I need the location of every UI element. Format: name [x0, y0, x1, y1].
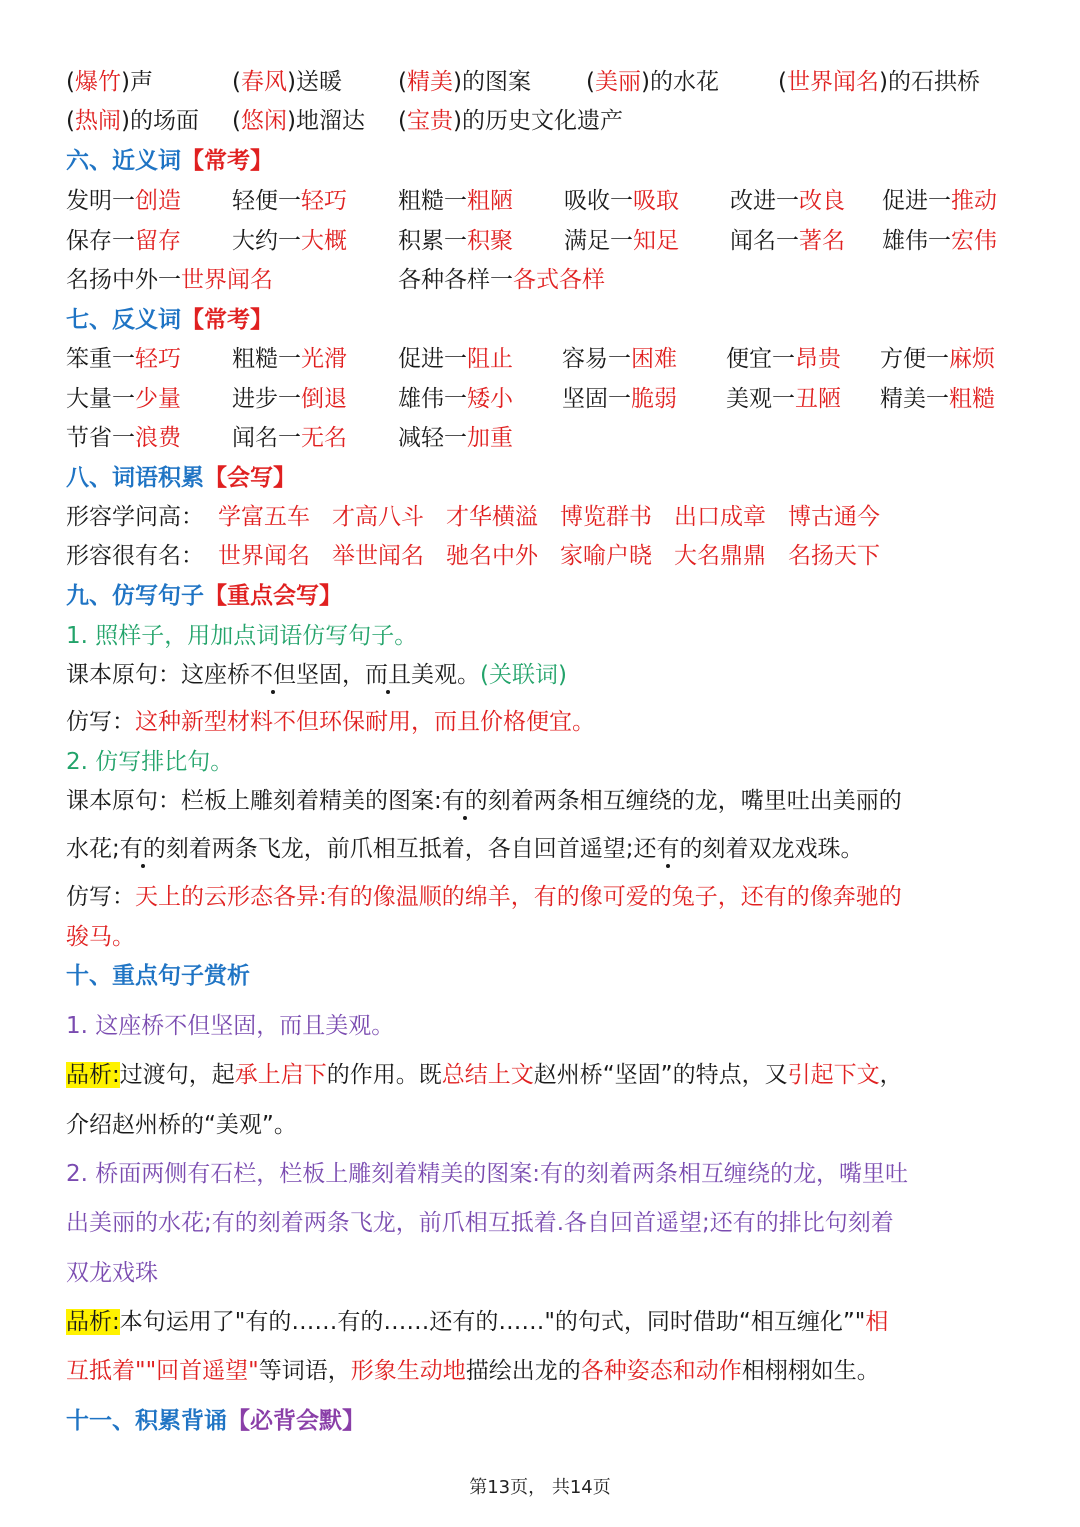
- dotted-word: 不但: [250, 662, 296, 688]
- section-heading-synonyms: 六、近义词【常考】: [66, 148, 273, 174]
- word-pair: 轻便一轻巧: [232, 188, 347, 214]
- word-pair: 容易一困难: [562, 346, 677, 372]
- page-footer: 第13页， 共14页: [469, 1477, 611, 1498]
- word-pair: 吸收一吸取: [564, 188, 679, 214]
- analysis-sentence-2-line-2: 出美丽的水花;有的刻着两条飞龙，前爪相互抵着.各自回首遥望;还有的排比句刻着: [66, 1210, 894, 1236]
- idiom: 名扬天下: [788, 543, 880, 569]
- word-pair: 满足一知足: [564, 228, 679, 254]
- idiom: 才高八斗: [332, 504, 424, 530]
- idiom: 大名鼎鼎: [674, 543, 766, 569]
- idiom: 博览群书: [560, 504, 652, 530]
- word-pair: 大约一大概: [232, 228, 347, 254]
- idiom: 学富五车: [218, 504, 310, 530]
- fill-item: (美丽)的水花: [586, 69, 719, 95]
- dotted-word: 而且: [365, 662, 411, 688]
- imitate-q2: 2. 仿写排比句。: [66, 749, 234, 775]
- idiom: 家喻户晓: [560, 543, 652, 569]
- imitate-q1: 1. 照样子，用加点词语仿写句子。: [66, 623, 418, 649]
- imitate-q2-original-line-1: 课本原句：栏板上雕刻着精美的图案:有的刻着两条相互缠绕的龙，嘴里吐出美丽的: [66, 788, 902, 814]
- section-heading-imitate: 九、仿写句子【重点会写】: [66, 583, 342, 609]
- word-pair: 粗糙一粗陋: [398, 188, 513, 214]
- word-pair: 精美一粗糙: [880, 386, 995, 412]
- section-heading-recite: 十一、积累背诵【必背会默】: [66, 1408, 365, 1434]
- word-pair: 大量一少量: [66, 386, 181, 412]
- idiom: 驰名中外: [446, 543, 538, 569]
- dotted-word: 有的: [441, 788, 488, 814]
- word-pair: 进步一倒退: [232, 386, 347, 412]
- section-heading-analysis: 十、重点句子赏析: [66, 963, 250, 989]
- fill-item: (世界闻名)的石拱桥: [778, 69, 980, 95]
- imitate-q2-answer-line-1: 仿写：天上的云形态各异:有的像温顺的绵羊，有的像可爱的兔子，还有的像奔驰的: [66, 884, 902, 910]
- word-pair: 改进一改良: [730, 188, 845, 214]
- words-famous-row: [66, 541, 880, 571]
- idiom: 举世闻名: [332, 543, 424, 569]
- idiom: 才华横溢: [446, 504, 538, 530]
- words-label: 形容很有名：: [66, 543, 204, 569]
- word-pair: 积累一积聚: [398, 228, 513, 254]
- analysis-sentence-1: 1. 这座桥不但坚固，而且美观。: [66, 1013, 395, 1039]
- imitate-q2-answer-line-2: 骏马。: [66, 924, 135, 950]
- word-pair: 闻名一著名: [730, 228, 845, 254]
- analysis-sentence-2-line-1: 2. 桥面两侧有石栏，栏板上雕刻着精美的图案:有的刻着两条相互缠绕的龙，嘴里吐: [66, 1161, 909, 1187]
- word-pair: 雄伟一矮小: [398, 386, 513, 412]
- fill-item: (宝贵)的历史文化遗产: [398, 108, 623, 134]
- words-learned-row: [66, 502, 880, 532]
- analysis-1-line-2: 介绍赵州桥的“美观”。: [66, 1112, 297, 1138]
- word-pair: 美观一丑陋: [726, 386, 841, 412]
- idiom: 出口成章: [674, 504, 766, 530]
- section-heading-words: 八、词语积累【会写】: [66, 465, 296, 491]
- word-pair: 减轻一加重: [398, 425, 513, 451]
- word-pair: 雄伟一宏伟: [882, 228, 997, 254]
- fill-item: (爆竹)声: [66, 69, 153, 95]
- word-pair: 方便一麻烦: [880, 346, 995, 372]
- fill-item: (悠闲)地溜达: [232, 108, 365, 134]
- word-pair: 闻名一无名: [232, 425, 347, 451]
- word-pair: 便宜一昂贵: [726, 346, 841, 372]
- fill-item: (精美)的图案: [398, 69, 531, 95]
- analysis-2-line-1: 品析:本句运用了"有的……有的……还有的……"的句式，同时借助“相互缠化”"相: [66, 1309, 889, 1335]
- fill-item: (春风)送暖: [232, 69, 342, 95]
- words-label: 形容学问高：: [66, 504, 204, 530]
- analysis-2-line-2: 互抵着""回首遥望"等词语，形象生动地描绘出龙的各种姿态和动作相栩栩如生。: [66, 1358, 880, 1384]
- analysis-sentence-2-line-3: 双龙戏珠: [66, 1260, 158, 1286]
- word-pair: 节省一浪费: [66, 425, 181, 451]
- dotted-word: 有的: [119, 836, 166, 862]
- word-pair: 粗糙一光滑: [232, 346, 347, 372]
- analysis-label: 品析:: [66, 1309, 120, 1335]
- imitate-q1-answer: 仿写：这种新型材料不但环保耐用，而且价格便宜。: [66, 709, 595, 735]
- word-pair: 促进一推动: [882, 188, 997, 214]
- word-pair: 发明一创造: [66, 188, 181, 214]
- word-pair: 坚固一脆弱: [562, 386, 677, 412]
- analysis-label: 品析:: [66, 1062, 120, 1088]
- idiom: 博古通今: [788, 504, 880, 530]
- word-pair: 各种各样一各式各样: [398, 267, 605, 293]
- word-pair: 保存一留存: [66, 228, 181, 254]
- imitate-q1-original: 课本原句：这座桥不但坚固，而且美观。(关联词): [66, 662, 567, 688]
- analysis-1-line-1: 品析:过渡句，起承上启下的作用。既总结上文赵州桥“坚固”的特点，又引起下文，: [66, 1062, 903, 1088]
- word-pair: 名扬中外一世界闻名: [66, 267, 273, 293]
- idiom: 世界闻名: [218, 543, 310, 569]
- fill-item: (热闹)的场面: [66, 108, 199, 134]
- word-pair: 笨重一轻巧: [66, 346, 181, 372]
- dotted-word: 还有的: [633, 836, 703, 862]
- section-heading-antonyms: 七、反义词【常考】: [66, 307, 273, 333]
- word-pair: 促进一阻止: [398, 346, 513, 372]
- imitate-q2-original-line-2: 水花;有的刻着两条飞龙，前爪相互抵着，各自回首遥望;还有的刻着双龙戏珠。: [66, 836, 864, 862]
